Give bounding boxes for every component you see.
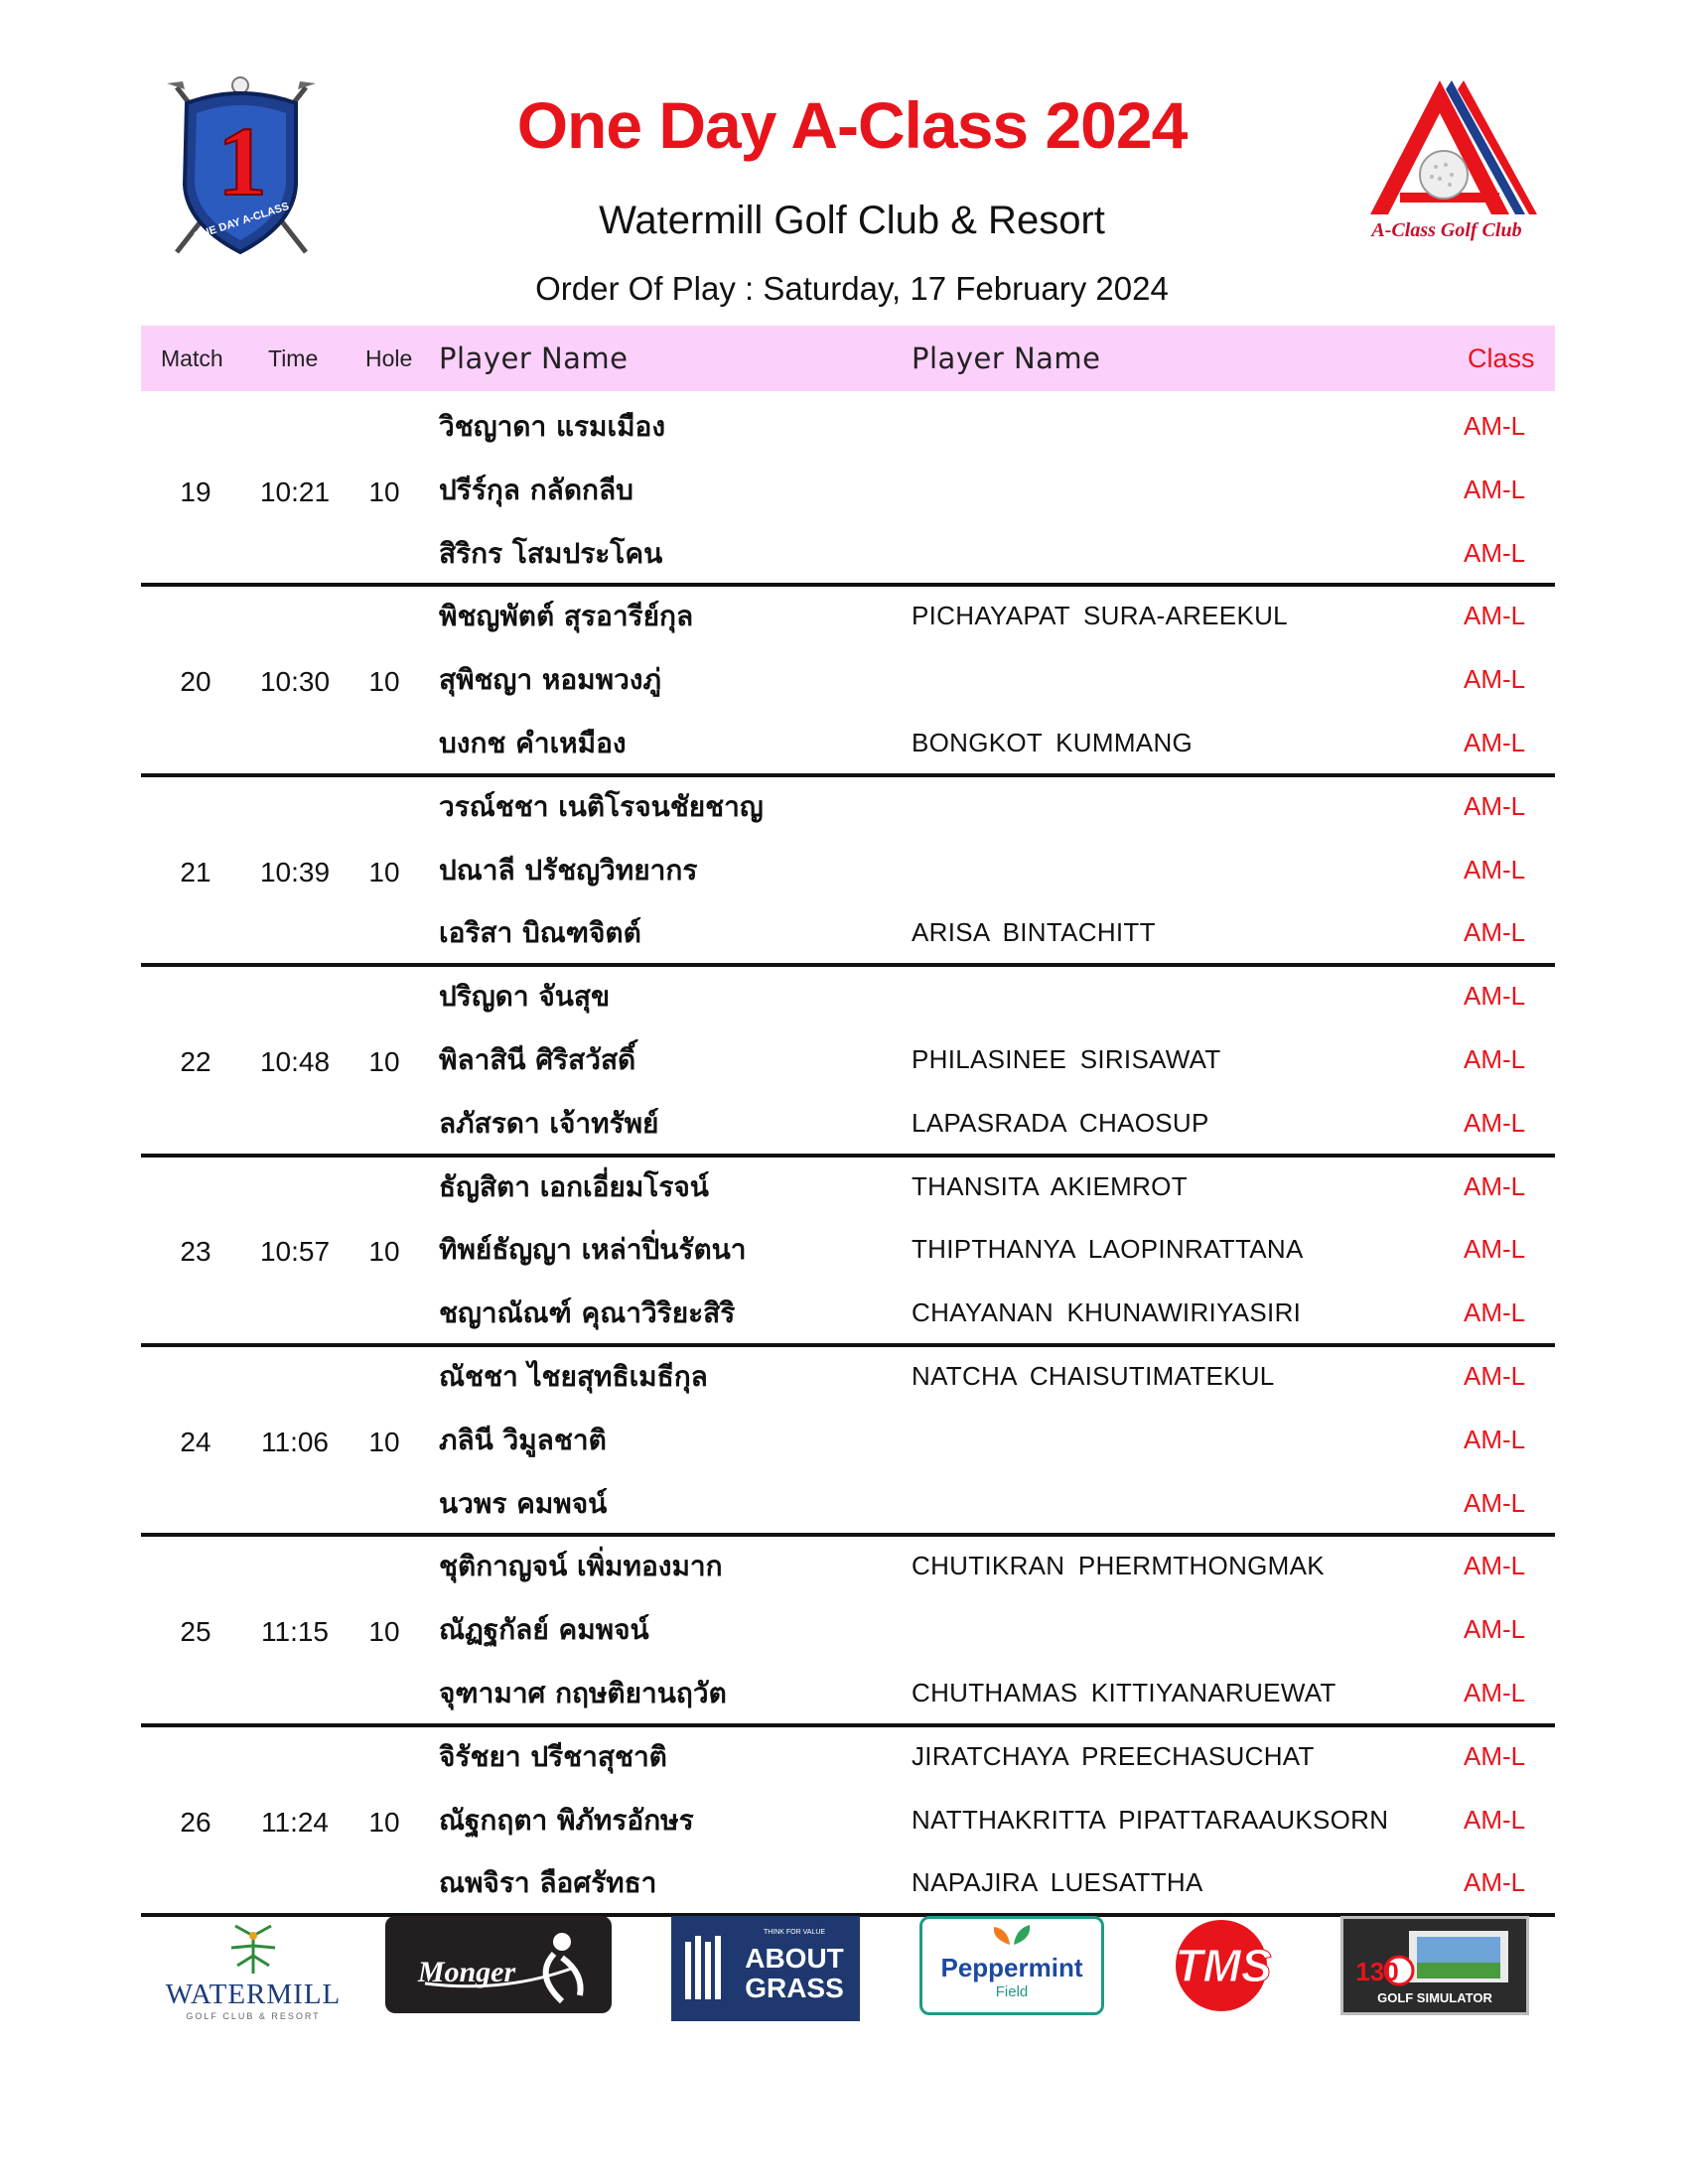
- player-name-thai: ธัญสิตา เอกเอี่ยมโรจน์: [439, 1169, 709, 1203]
- match-group: [141, 1727, 1555, 1917]
- player-class: AM-L: [1464, 601, 1526, 631]
- player-name-thai: ณพจิรา ลือศรัทธา: [439, 1866, 657, 1900]
- order-of-play-date: Order Of Play : Saturday, 17 February 2024: [535, 270, 1169, 307]
- player-name-english: ARISA BINTACHITT: [912, 917, 1156, 948]
- player-name-english: THIPTHANYA LAOPINRATTANA: [912, 1234, 1304, 1265]
- right-logo-text: A-Class Golf Club: [1371, 219, 1522, 241]
- match-number: 22: [180, 1045, 211, 1077]
- svg-text:130: 130: [1355, 1957, 1399, 1986]
- player-class: AM-L: [1464, 1867, 1526, 1898]
- player-name-thai: ปริญดา จันสุข: [439, 980, 611, 1014]
- starting-hole: 10: [368, 1806, 400, 1838]
- player-class: AM-L: [1464, 1740, 1526, 1771]
- match-number: 21: [180, 856, 211, 887]
- svg-text:Peppermint: Peppermint: [940, 1953, 1083, 1982]
- player-name-thai: ภลินี วิมูลชาติ: [439, 1423, 607, 1456]
- player-name-thai: ณัฏฐกัลย์ คมพจน์: [439, 1613, 649, 1647]
- svg-text:WATERMILL: WATERMILL: [165, 1979, 342, 2010]
- player-name-thai: ปณาลี ปรัชญวิทยากร: [439, 853, 698, 887]
- tee-time: 10:39: [259, 856, 331, 887]
- player-name-thai: ชุติกาญจน์ เพิ่มทองมาก: [439, 1550, 723, 1583]
- svg-text:1: 1: [217, 106, 267, 216]
- tee-time: 11:15: [261, 1616, 329, 1648]
- match-group: [141, 1347, 1555, 1537]
- col-player-name-english: Player Name: [912, 341, 1101, 375]
- player-class: AM-L: [1464, 537, 1526, 568]
- player-name-thai: จิรัชยา ปรีชาสุชาติ: [439, 1739, 667, 1773]
- sponsors-row: [0, 1916, 1688, 2055]
- player-class: AM-L: [1464, 1551, 1526, 1581]
- player-name-thai: พิชญพัตต์ สุรอารีย์กุล: [439, 600, 694, 633]
- player-class: AM-L: [1464, 474, 1526, 504]
- col-class: Class: [1468, 343, 1535, 373]
- sponsor-peppermint-field: [919, 1916, 1104, 2015]
- tee-time: 10:48: [259, 1045, 331, 1077]
- player-class: AM-L: [1464, 1170, 1526, 1201]
- player-class: AM-L: [1464, 790, 1526, 821]
- player-name-thai: ณัฐกฤตา พิภัทรอักษร: [439, 1803, 694, 1837]
- svg-text:GOLF CLUB & RESORT: GOLF CLUB & RESORT: [186, 2011, 321, 2021]
- match-group: [141, 397, 1555, 587]
- player-class: AM-L: [1464, 1361, 1526, 1391]
- player-class: AM-L: [1464, 1487, 1526, 1518]
- venue-subtitle: Watermill Golf Club & Resort: [599, 199, 1105, 242]
- player-class: AM-L: [1464, 981, 1526, 1012]
- player-name-english: THANSITA AKIEMROT: [912, 1170, 1188, 1201]
- player-class: AM-L: [1464, 1677, 1526, 1707]
- match-number: 20: [180, 666, 211, 698]
- player-name-thai: ชญาณัณฑ์ คุณาวิริยะสิริ: [439, 1297, 736, 1330]
- starting-hole: 10: [368, 1236, 400, 1268]
- col-match: Match: [161, 345, 223, 371]
- sponsor-golf-simulator: [1340, 1916, 1529, 2015]
- starting-hole: 10: [368, 666, 400, 698]
- player-name-thai: สิริกร โสมประโคน: [439, 536, 663, 570]
- player-name-thai: จุฑามาศ กฤษติยานฤวัต: [439, 1676, 727, 1709]
- match-group: [141, 1537, 1555, 1726]
- match-number: 24: [180, 1426, 211, 1457]
- player-name-thai: วิชญาดา แรมเมือง: [439, 410, 666, 443]
- sponsor-watermill: [159, 1916, 348, 2025]
- col-player-name-thai: Player Name: [439, 341, 629, 375]
- svg-text:THINK FOR VALUE: THINK FOR VALUE: [763, 1929, 826, 1936]
- player-class: AM-L: [1464, 1424, 1526, 1454]
- player-name-english: NATCHA CHAISUTIMATEKUL: [912, 1361, 1275, 1391]
- left-logo-text: ONE DAY A-CLASS: [192, 200, 291, 243]
- col-time: Time: [268, 345, 319, 371]
- sponsor-about-grass: [671, 1916, 860, 2021]
- svg-text:TMS: TMS: [1175, 1940, 1272, 1991]
- starting-hole: 10: [368, 476, 400, 507]
- match-number: 19: [180, 476, 211, 507]
- player-class: AM-L: [1464, 664, 1526, 695]
- player-name-thai: วรณ์ชชา เนติโรจนชัยชาญ: [439, 789, 764, 823]
- col-hole: Hole: [365, 345, 413, 371]
- match-number: 23: [180, 1236, 211, 1268]
- starting-hole: 10: [368, 1045, 400, 1077]
- player-class: AM-L: [1464, 917, 1526, 948]
- player-name-english: CHUTIKRAN PHERMTHONGMAK: [912, 1551, 1325, 1581]
- svg-text:ABOUT: ABOUT: [745, 1943, 844, 1974]
- svg-text:GOLF SIMULATOR: GOLF SIMULATOR: [1377, 1990, 1492, 2005]
- player-name-english: BONGKOT KUMMANG: [912, 727, 1194, 757]
- starting-hole: 10: [368, 1616, 400, 1648]
- player-name-english: PHILASINEE SIRISAWAT: [912, 1043, 1221, 1074]
- tee-time: 10:30: [259, 666, 331, 698]
- player-class: AM-L: [1464, 411, 1526, 441]
- player-name-english: LAPASRADA CHAOSUP: [912, 1107, 1209, 1138]
- player-name-thai: ทิพย์ธัญญา เหล่าปิ่นรัตนา: [439, 1233, 747, 1267]
- match-number: 25: [180, 1616, 211, 1648]
- player-name-thai: นวพร คมพจน์: [439, 1486, 608, 1520]
- match-group: [141, 777, 1555, 967]
- svg-text:Monger: Monger: [417, 1956, 516, 1988]
- player-name-english: CHUTHAMAS KITTIYANARUEWAT: [912, 1677, 1336, 1707]
- match-number: 26: [180, 1806, 211, 1838]
- sponsor-monger: [385, 1916, 612, 2013]
- player-name-english: NAPAJIRA LUESATTHA: [912, 1867, 1203, 1898]
- starting-hole: 10: [368, 1426, 400, 1457]
- player-name-english: PICHAYAPAT SURA-AREEKUL: [912, 601, 1288, 631]
- player-name-english: JIRATCHAYA PREECHASUCHAT: [912, 1740, 1315, 1771]
- player-class: AM-L: [1464, 854, 1526, 885]
- sponsor-tms: [1162, 1916, 1287, 2015]
- player-name-thai: พิลาสินี ศิริสวัสดิ์: [439, 1042, 636, 1076]
- page-title: One Day A-Class 2024: [516, 88, 1188, 162]
- match-group: [141, 587, 1555, 776]
- player-class: AM-L: [1464, 1043, 1526, 1074]
- player-class: AM-L: [1464, 727, 1526, 757]
- player-name-thai: สุพิชญา หอมพวงภู่: [439, 663, 661, 697]
- table-header: [141, 326, 1555, 391]
- tee-time: 10:57: [259, 1236, 331, 1268]
- player-name-thai: เอริสา บิณฑจิตต์: [439, 916, 641, 950]
- tee-time: 11:24: [261, 1806, 329, 1838]
- player-class: AM-L: [1464, 1107, 1526, 1138]
- player-name-thai: ลภัสรดา เจ้าทรัพย์: [439, 1106, 659, 1140]
- player-class: AM-L: [1464, 1614, 1526, 1645]
- player-class: AM-L: [1464, 1297, 1526, 1328]
- player-class: AM-L: [1464, 1804, 1526, 1835]
- player-name-english: NATTHAKRITTA PIPATTARAAUKSORN: [912, 1804, 1389, 1835]
- tee-time: 10:21: [259, 476, 331, 507]
- player-class: AM-L: [1464, 1234, 1526, 1265]
- match-group: [141, 967, 1555, 1157]
- starting-hole: 10: [368, 856, 400, 887]
- player-name-thai: ปรีร์กุล กลัดกลีบ: [439, 473, 633, 506]
- player-name-thai: ณัชชา ไชยสุทธิเมธีกุล: [439, 1360, 708, 1393]
- match-group: [141, 1158, 1555, 1347]
- svg-text:GRASS: GRASS: [745, 1973, 844, 2003]
- player-name-english: CHAYANAN KHUNAWIRIYASIRI: [912, 1297, 1302, 1328]
- svg-text:Field: Field: [995, 1983, 1029, 2000]
- player-name-thai: บงกช คำเหมือง: [439, 726, 627, 759]
- tee-time: 11:06: [261, 1426, 329, 1457]
